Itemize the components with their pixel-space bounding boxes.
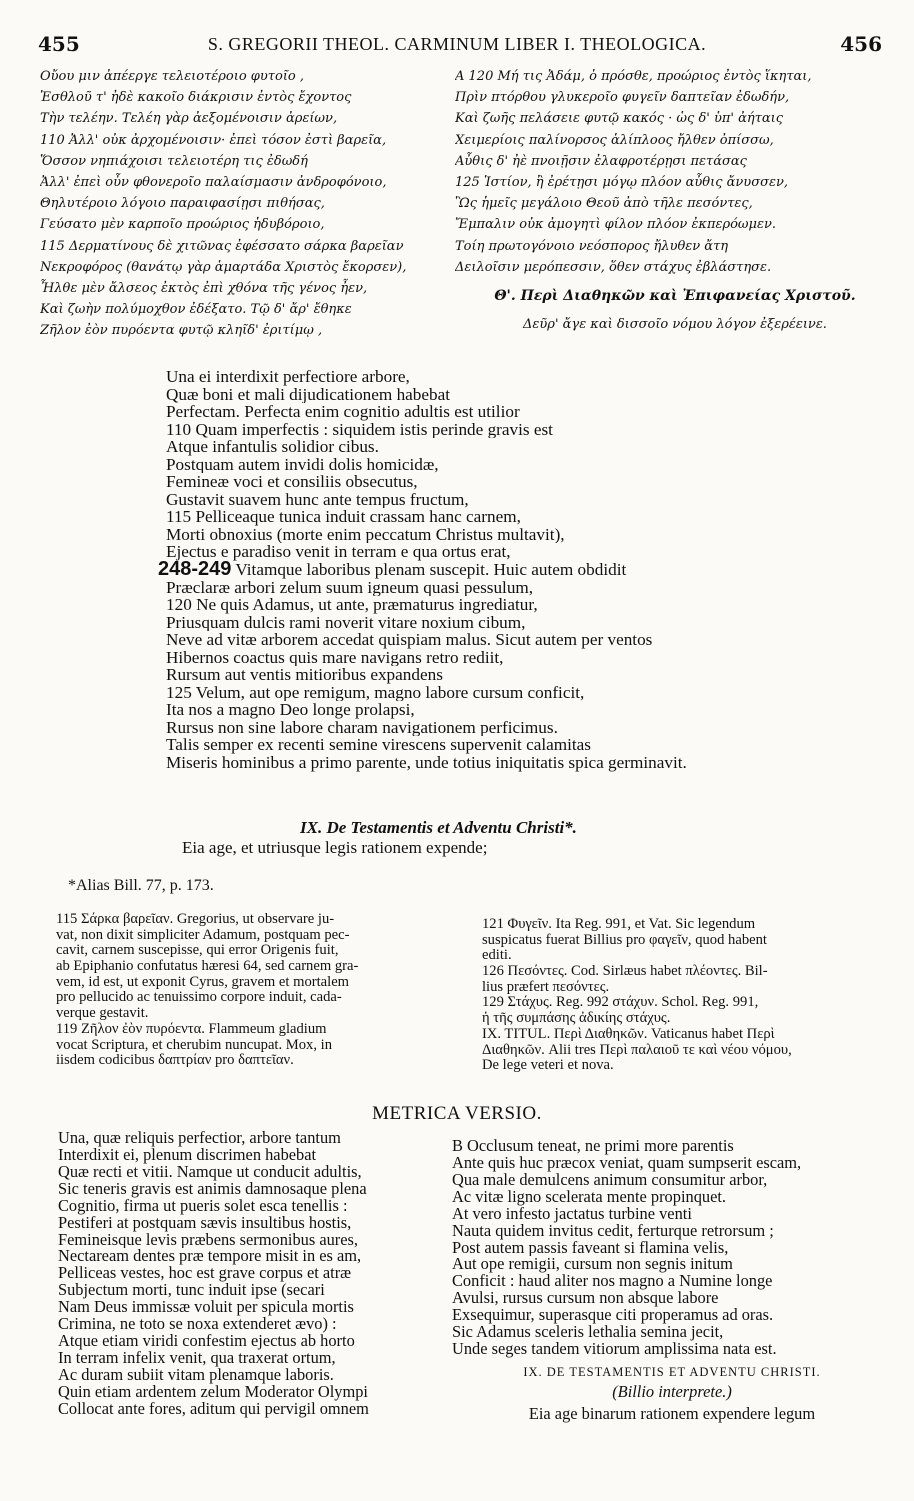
verse-line: In terram infelix venit, qua traxerat ortum,	[58, 1349, 336, 1367]
notes-left-column	[56, 912, 446, 1069]
verse-line: Nauta quidem invitus cedit, ferturque retrorsum ;	[452, 1222, 774, 1240]
latin-verse-line: Atque infantulis solidior cibus.	[166, 438, 379, 456]
greek-text-left-column	[40, 66, 460, 341]
latin-verse-line: Gustavit suavem hunc ante tempus fructum,	[166, 490, 469, 509]
note-line: 129 Στάχυς. Reg. 992 στάχυν. Schol. Reg. 991,	[482, 995, 759, 1011]
verse-line: Subjectum morti, tunc induit ipse (secari	[58, 1282, 325, 1300]
note-line: ab Epiphanio confutatus hæresi 64, sed carnem gra-	[56, 959, 359, 975]
verse-line: Crimina, ne toto se noxa extenderet ævo) :	[58, 1316, 337, 1334]
greek-verse-line: Καὶ ζωῆς πελάσειε φυτῷ κακός · ὡς δ' ὑπ' ἀήταις	[455, 111, 784, 127]
greek-right-lines	[455, 66, 895, 278]
latin-verse-line: Talis semper ex recenti semine virescens supervenit calamitas	[166, 736, 591, 755]
latin-verse-line: Neve ad vitæ arborem accedat quispiam malus. Sicut autem per ventos	[166, 631, 653, 649]
latin-section-first-line: Eia age, et utriusque legis rationem expende;	[182, 838, 488, 857]
greek-verse-line: Δειλοῖσιν μερόπεσσιν, ὅθεν στάχυς ἐβλάστησε.	[455, 259, 772, 275]
greek-verse-line: Χειμερίοις παλίνορσος ἁλίπλοος ἤλθεν ὀπίσσω,	[455, 132, 774, 148]
latin-verse-line: Miseris hominibus a primo parente, unde totius iniquitatis spica germinavit.	[166, 754, 687, 772]
note-line: 119 Ζῆλον ἐὸν πυρόεντα. Flammeum gladium	[56, 1021, 327, 1037]
note-line: IX. TITUL. Περὶ Διαθηκῶν. Vaticanus habet Περὶ	[482, 1026, 775, 1042]
note-line: editi.	[482, 948, 512, 964]
latin-verse-line: 115 Pelliceaque tunica induit crassam hanc carnem,	[166, 508, 521, 526]
verse-left-column	[58, 1130, 458, 1418]
latin-verse-line: Hibernos coactus quis mare navigans retro rediit,	[166, 648, 504, 667]
greek-verse-line: Θηλυτέροιο λόγοιο παραιφασίῃσι πιθήσας,	[40, 196, 325, 212]
greek-verse-line: Οὔου μιν ἀπέεργε τελειοτέροιο φυτοῖο ,	[40, 69, 305, 84]
latin-verse-line: 120 Ne quis Adamus, ut ante, præmaturus ingrediatur,	[166, 596, 538, 614]
verse-line: Atque etiam viridi confestim ejectus ab horto	[58, 1333, 355, 1350]
verse-line: Post autem passis faveant si flamina velis,	[452, 1239, 729, 1257]
verse-line: Nam Deus immissæ voluit per spicula mortis	[58, 1299, 354, 1317]
latin-verse-line: 125 Velum, aut ope remigum, magno labore cursum conficit,	[166, 683, 585, 702]
note-line: verque gestavit.	[56, 1006, 149, 1022]
note-line: iisdem codicibus δαπτρίαν pro δαπτεῖαν.	[56, 1053, 294, 1069]
latin-verse-line: Rursum aut ventis mitioribus expandens	[166, 666, 443, 684]
note-line: vocat Scriptura, et cherubim nuncupat. Mox, in	[56, 1037, 332, 1053]
verse-line: Qua male demulcens animum consumitur arbor,	[452, 1171, 768, 1189]
note-line: 126 Πεσόντες. Cod. Sirlæus habet πλέοντες. Bil-	[482, 964, 768, 980]
verse-right-lines	[452, 1138, 892, 1358]
verse-line: Interdixit ei, plenum discrimen habebat	[58, 1146, 317, 1164]
margin-column-number: 248-249	[158, 561, 232, 579]
latin-verse-line: Quæ boni et mali dijudicationem habebat	[166, 385, 451, 404]
greek-verse-line: 115 Δερματίνους δὲ χιτῶνας ἐφέσσατο σάρκα βαρεῖαν	[40, 238, 404, 254]
note-line: cavit, carnem suscepisse, qui error Origenis fuit,	[56, 943, 339, 959]
greek-verse-line: 110 Ἀλλ' οὐκ ἀρχομένοισιν· ἐπεὶ τόσον ἐστὶ βαρεῖα,	[40, 132, 387, 148]
verse-line: Aut ope remigii, cursum non segnis initum	[452, 1256, 733, 1274]
greek-verse-line: Ὣς ἡμεῖς μεγάλοιο Θεοῦ ἀπὸ τῆλε πεσόντες,	[455, 196, 753, 212]
verse-line: At vero infesto jactatus turbine venti	[452, 1205, 692, 1223]
note-line: lius præfert πεσόντες.	[482, 979, 610, 995]
greek-verse-line: Τὴν τελέην. Τελέη γὰρ ἀεξομένοισιν ἀρείων,	[40, 111, 338, 127]
greek-verse-line: Ἔμπαλιν οὐκ ἀμογητὶ φίλον πλόον ἐκπερόωμεν.	[455, 217, 776, 233]
metrica-versio-heading: METRICA VERSIO.	[372, 1103, 542, 1124]
note-line: 115 Σάρκα βαρεῖαν. Gregorius, ut observare ju-	[56, 912, 335, 927]
greek-verse-line: 125 Ἱστίον, ἢ ἐρέτῃσι μόγῳ πλόον αὖθις ἄνυσσεν,	[455, 174, 788, 190]
verse-line: Ante quis huc præcox veniat, quam sumpserit escam,	[452, 1154, 802, 1172]
note-line: 121 Φυγεῖν. Ita Reg. 991, et Vat. Sic legendum	[482, 917, 756, 932]
greek-text-right-column	[455, 66, 895, 335]
verse-section-first-line: Eia age binarum rationem expendere legum	[528, 1405, 816, 1423]
greek-verse-line: Νεκροφόρος (θανάτῳ γὰρ ἁμαρτάδα Χριστὸς ἔκορσεν),	[40, 259, 407, 275]
verse-line: Unde seges tandem vitiorum amplissima nata est.	[452, 1341, 777, 1358]
note-line: De lege veteri et nova.	[482, 1058, 614, 1074]
running-title: S. GREGORII THEOL. CARMINUM LIBER I. THEOLOGICA.	[207, 34, 707, 54]
greek-verse-line: A 120 Μή τις Ἀδάμ, ὁ πρόσθε, προώριος ἐντὸς ἵκηται,	[455, 69, 812, 84]
latin-verse-line: Ita nos a magno Deo longe prolapsi,	[166, 701, 415, 719]
latin-verse-line: Una ei interdixit perfectiore arbore,	[166, 368, 410, 386]
greek-verse-line: Ἦλθε μὲν ἄλσεος ἐκτὸς ἐπὶ χθόνα τῆς γένος ἦεν,	[40, 280, 368, 296]
note-line: vat, non dixit simpliciter Adamum, postquam pec-	[56, 927, 350, 943]
verse-line: Ac vitæ ligno scelerata mente propinquet.	[452, 1188, 727, 1206]
verse-section-title: IX. DE TESTAMENTIS ET ADVENTU CHRISTI.	[523, 1364, 821, 1379]
note-line: Διαθηκῶν. Alii tres Περὶ παλαιοῦ τε καὶ νέου νόμου,	[482, 1042, 792, 1058]
greek-verse-line: Ἀλλ' ἐπεὶ οὖν φθονεροῖο παλαίσμασιν ἀνδροφόνοιο,	[40, 174, 387, 190]
greek-verse-line: Ζῆλον ἐὸν πυρόεντα φυτῷ κληῖδ' ἐριτίμῳ ,	[40, 323, 323, 339]
verse-line: Una, quæ reliquis perfectior, arbore tantum	[58, 1130, 341, 1147]
verse-line: Collocat ante fores, aditum qui pervigil omnem	[58, 1400, 369, 1418]
page-header	[0, 32, 914, 62]
page-number-left: 455	[38, 32, 80, 56]
verse-line: Pelliceas vestes, hoc est grave corpus et atræ	[58, 1265, 352, 1283]
alias-footnote: *Alias Bill. 77, p. 173.	[68, 877, 214, 894]
latin-verse-line: Præclaræ arbori zelum suum igneum quasi pessulum,	[166, 578, 534, 597]
verse-line: Quæ recti et vitii. Namque ut conducit adultis,	[58, 1163, 362, 1181]
greek-section-first-line: Δεῦρ' ἄγε καὶ δισσοῖο νόμου λόγον ἐξερέεινε.	[523, 316, 827, 332]
verse-line: Exsequimur, superasque citi properamus ad oras.	[452, 1307, 774, 1325]
verse-line: Quin etiam ardentem zelum Moderator Olympi	[58, 1383, 368, 1401]
greek-verse-line: Καὶ ζωὴν πολύμοχθον ἐδέξατο. Τῷ δ' ἄρ' ἔθηκε	[40, 302, 352, 318]
page-number-right: 456	[840, 32, 882, 56]
verse-right-column	[452, 1138, 892, 1426]
verse-line: Ac duram subiit vitam plenamque laboris.	[58, 1366, 334, 1384]
verse-line: Avulsi, rursus cursum non absque labore	[452, 1290, 719, 1308]
latin-section-title: IX. De Testamentis et Adventu Christi*.	[300, 818, 577, 837]
latin-verse-line: Morti obnoxius (morte enim peccatum Christus multavit),	[166, 525, 565, 544]
latin-verse-line: 110 Quam imperfectis : siquidem istis perinde gravis est	[166, 420, 553, 439]
greek-verse-line: Ὅσσον νηπιάχοισι τελειοτέρη τις ἐδωδή	[40, 153, 308, 169]
verse-section-note: (Billio interprete.)	[612, 1383, 732, 1401]
verse-line: Nectaream dentes præ tempore misit in es am,	[58, 1248, 362, 1266]
verse-line: Cognitio, firma ut pueris solet esca tenellis :	[58, 1197, 348, 1215]
greek-verse-line: Πρὶν πτόρθου γλυκεροῖο φυγεῖν δαπτεῖαν ἐδωδήν,	[455, 90, 790, 106]
notes-right-column	[482, 917, 892, 1074]
note-line: suspicatus fuerat Billius pro φαγεῖν, quod habent	[482, 932, 767, 948]
latin-verse-line: Femineæ voci et consiliis obsecutus,	[166, 473, 418, 491]
verse-line: Conficit : haud aliter nos magno a Numine longe	[452, 1273, 773, 1291]
greek-verse-line: Τοίη πρωτογόνοιο νεόσπορος ἤλυθεν ἄτη	[455, 238, 729, 254]
verse-line: Pestiferi at postquam sævis insultibus hostis,	[58, 1214, 352, 1232]
verse-line: Femineisque levis præbens sermonibus aures,	[58, 1231, 358, 1249]
latin-verse-text: Vitamque laboribus plenam suscepit. Huic autem obdidit	[231, 561, 627, 579]
greek-verse-line: Αὖθις δ' ἠὲ πνοιῇσιν ἐλαφροτέρῃσι πετάσας	[455, 153, 747, 169]
verse-line: Sic teneris gravis est animis damnosaque plena	[58, 1180, 367, 1198]
latin-verse-line: Rursus non sine labore charam navigationem perficimus.	[166, 718, 558, 737]
verse-line: Sic Adamus sceleris lethalia semina jecit,	[452, 1324, 724, 1342]
latin-verse-line: Priusquam dulcis rami noverit vitare noxium cibum,	[166, 613, 526, 632]
greek-verse-line: Γεύσατο μὲν καρποῖο προώριος ἡδυβόροιο,	[40, 217, 325, 233]
latin-verse-line: Postquam autem invidi dolis homicidæ,	[166, 455, 439, 474]
note-line: ἡ τῆς συμπάσης ἀδικίης στάχυς.	[482, 1011, 671, 1027]
latin-verse-line: Perfectam. Perfecta enim cognitio adultis est utilior	[166, 403, 520, 421]
verse-line: B Occlusum teneat, ne primi more parentis	[452, 1138, 734, 1155]
note-line: pro pellucido ac tenuissimo corpore induit, cada-	[56, 990, 342, 1006]
latin-verse-line: Ejectus e paradiso venit in terram e qua ortus erat,	[166, 543, 511, 562]
greek-verse-line: Ἐσθλοῦ τ' ἠδὲ κακοῖο διάκρισιν ἐντὸς ἔχοντος	[40, 90, 352, 106]
latin-verse-line	[158, 561, 826, 579]
latin-translation	[158, 368, 826, 772]
note-line: vem, id est, ut exponit Cyrus, gravem et mortalem	[56, 974, 350, 990]
greek-section-title: Θ'. Περὶ Διαθηκῶν καὶ Ἐπιφανείας Χριστοῦ.	[494, 287, 856, 304]
